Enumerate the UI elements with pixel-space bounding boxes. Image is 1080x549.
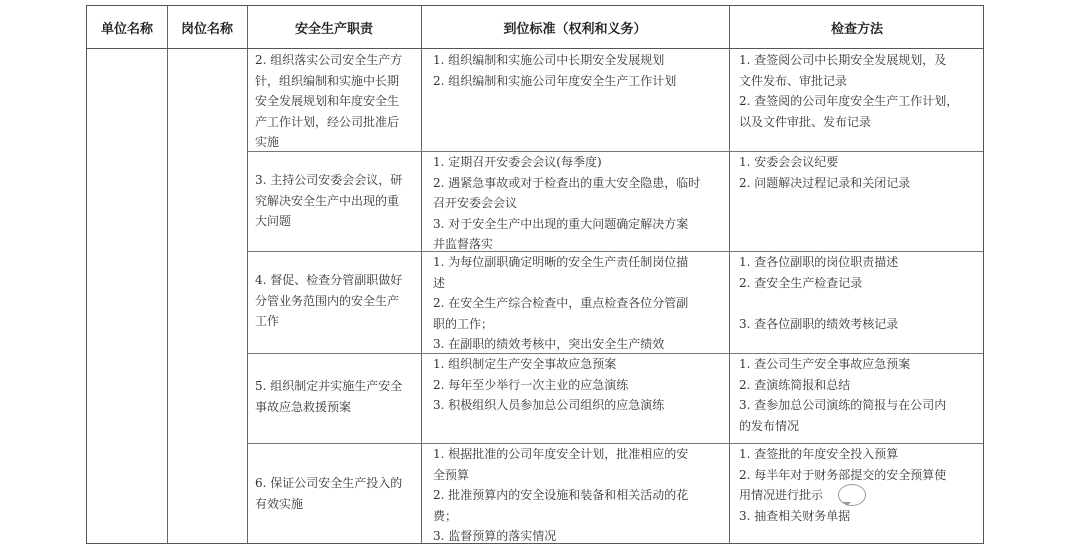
standard-cell <box>433 252 688 355</box>
check-cell <box>739 152 910 193</box>
check-line: 2. 查签阅的公司年度安全生产工作计划， <box>739 94 959 108</box>
duty-line: 实施 <box>255 135 280 149</box>
duty-line: 3. 主持公司安委会会议，研 <box>255 173 403 187</box>
standard-line: 1. 定期召开安委会会议(每季度) <box>433 155 602 169</box>
duty-line: 有效实施 <box>255 496 304 511</box>
standard-line: 2. 批准预算内的安全设施和装备和相关活动的花 <box>433 488 689 502</box>
standard-line: 1. 为每位副职确定明晰的安全生产责任制岗位描 <box>433 255 689 269</box>
duty-line: 事故应急救援预案 <box>255 399 352 414</box>
standard-line: 3. 对于安全生产中出现的重大问题确定解决方案 <box>433 216 689 231</box>
standard-cell <box>433 50 676 91</box>
check-line: 的发布情况 <box>739 418 800 433</box>
duty-line: 究解决安全生产中出现的重 <box>255 193 400 208</box>
check-cell <box>739 50 958 132</box>
header-check-method: 检查方法 <box>830 21 883 37</box>
standard-line: 1. 根据批准的公司年度安全计划，批准相应的安 <box>433 447 689 461</box>
check-line: 2. 每半年对于财务部提交的安全预算使 <box>739 467 947 482</box>
check-cell <box>739 354 946 436</box>
responsibility-table <box>86 5 984 544</box>
header-position-name: 岗位名称 <box>180 21 233 37</box>
standard-line: 并监督落实 <box>433 237 494 251</box>
check-line: 1. 查签阅公司中长期安全发展规划，及 <box>739 53 947 67</box>
standard-cell <box>433 444 688 547</box>
duty-line: 4. 督促、检查分管副职做好 <box>255 273 403 287</box>
duty-line: 工作 <box>255 314 280 328</box>
check-line <box>739 293 898 314</box>
standard-line: 费； <box>433 508 458 523</box>
standard-line: 1. 组织制定生产安全事故应急预案 <box>433 357 617 371</box>
check-line: 2. 查安全生产检查记录 <box>739 275 863 290</box>
header-divider <box>87 48 983 49</box>
check-line: 1. 安委会会议纪要 <box>739 155 839 169</box>
duty-cell <box>247 473 421 514</box>
header-safety-duty: 安全生产职责 <box>294 21 373 37</box>
standard-line: 3. 积极组织人员参加总公司组织的应急演练 <box>433 398 665 412</box>
check-line: 1. 查各位副职的岗位职责描述 <box>739 255 899 269</box>
standard-line: 2. 组织编制和实施公司年度安全生产工作计划 <box>433 73 677 88</box>
check-line: 1. 查公司生产安全事故应急预案 <box>739 357 911 371</box>
duty-cell <box>247 50 421 153</box>
standard-cell <box>433 354 664 416</box>
duty-line: 2. 组织落实公司安全生产方 <box>255 53 403 67</box>
check-line: 3. 查各位副职的绩效考核记录 <box>739 316 899 331</box>
check-line: 2. 查演练简报和总结 <box>739 377 851 392</box>
column-divider <box>729 6 730 543</box>
header-standard: 到位标准（权利和义务） <box>503 21 647 37</box>
standard-line: 职的工作； <box>433 316 494 331</box>
check-line: 以及文件审批、发布记录 <box>739 114 872 129</box>
standard-cell <box>433 152 700 255</box>
check-cell <box>739 252 898 334</box>
check-line: 用情况进行批示 <box>739 488 824 502</box>
duty-line: 6. 保证公司安全生产投入的 <box>255 476 403 490</box>
watermark-blur <box>870 486 970 504</box>
duty-line: 安全发展规划和年度安全生 <box>255 94 400 108</box>
column-divider <box>167 6 168 543</box>
duty-cell <box>247 270 421 332</box>
standard-line: 述 <box>433 275 446 290</box>
duty-line: 分管业务范围内的安全生产 <box>255 293 400 308</box>
duty-line: 大问题 <box>255 214 292 228</box>
standard-line: 3. 在副职的绩效考核中，突出安全生产绩效 <box>433 337 665 351</box>
standard-line: 全预算 <box>433 467 470 482</box>
standard-line: 2. 在安全生产综合检查中，重点检查各位分管副 <box>433 296 689 310</box>
check-line: 2. 问题解决过程记录和关闭记录 <box>739 175 911 190</box>
column-divider <box>421 6 422 543</box>
chat-bubble-icon <box>838 484 866 506</box>
standard-line: 2. 遇紧急事故或对于检查出的重大安全隐患，临时 <box>433 175 701 190</box>
standard-line: 3. 监督预算的落实情况 <box>433 529 557 543</box>
duty-line: 5. 组织制定并实施生产安全 <box>255 379 403 393</box>
duty-line: 针，组织编制和实施中长期 <box>255 73 400 88</box>
check-line: 文件发布、审批记录 <box>739 73 848 88</box>
standard-line: 2. 每年至少举行一次主业的应急演练 <box>433 377 629 392</box>
duty-cell <box>247 170 421 232</box>
check-line: 3. 抽查相关财务单据 <box>739 508 851 523</box>
duty-line: 产工作计划，经公司批准后 <box>255 114 400 129</box>
check-line: 1. 查签批的年度安全投入预算 <box>739 447 899 461</box>
standard-line: 召开安委会会议 <box>433 196 518 210</box>
standard-line: 1. 组织编制和实施公司中长期安全发展规划 <box>433 53 665 67</box>
watermark <box>838 484 970 506</box>
header-unit-name: 单位名称 <box>100 21 153 37</box>
duty-cell <box>247 376 421 417</box>
check-line: 3. 查参加总公司演练的简报与在公司内 <box>739 398 947 412</box>
